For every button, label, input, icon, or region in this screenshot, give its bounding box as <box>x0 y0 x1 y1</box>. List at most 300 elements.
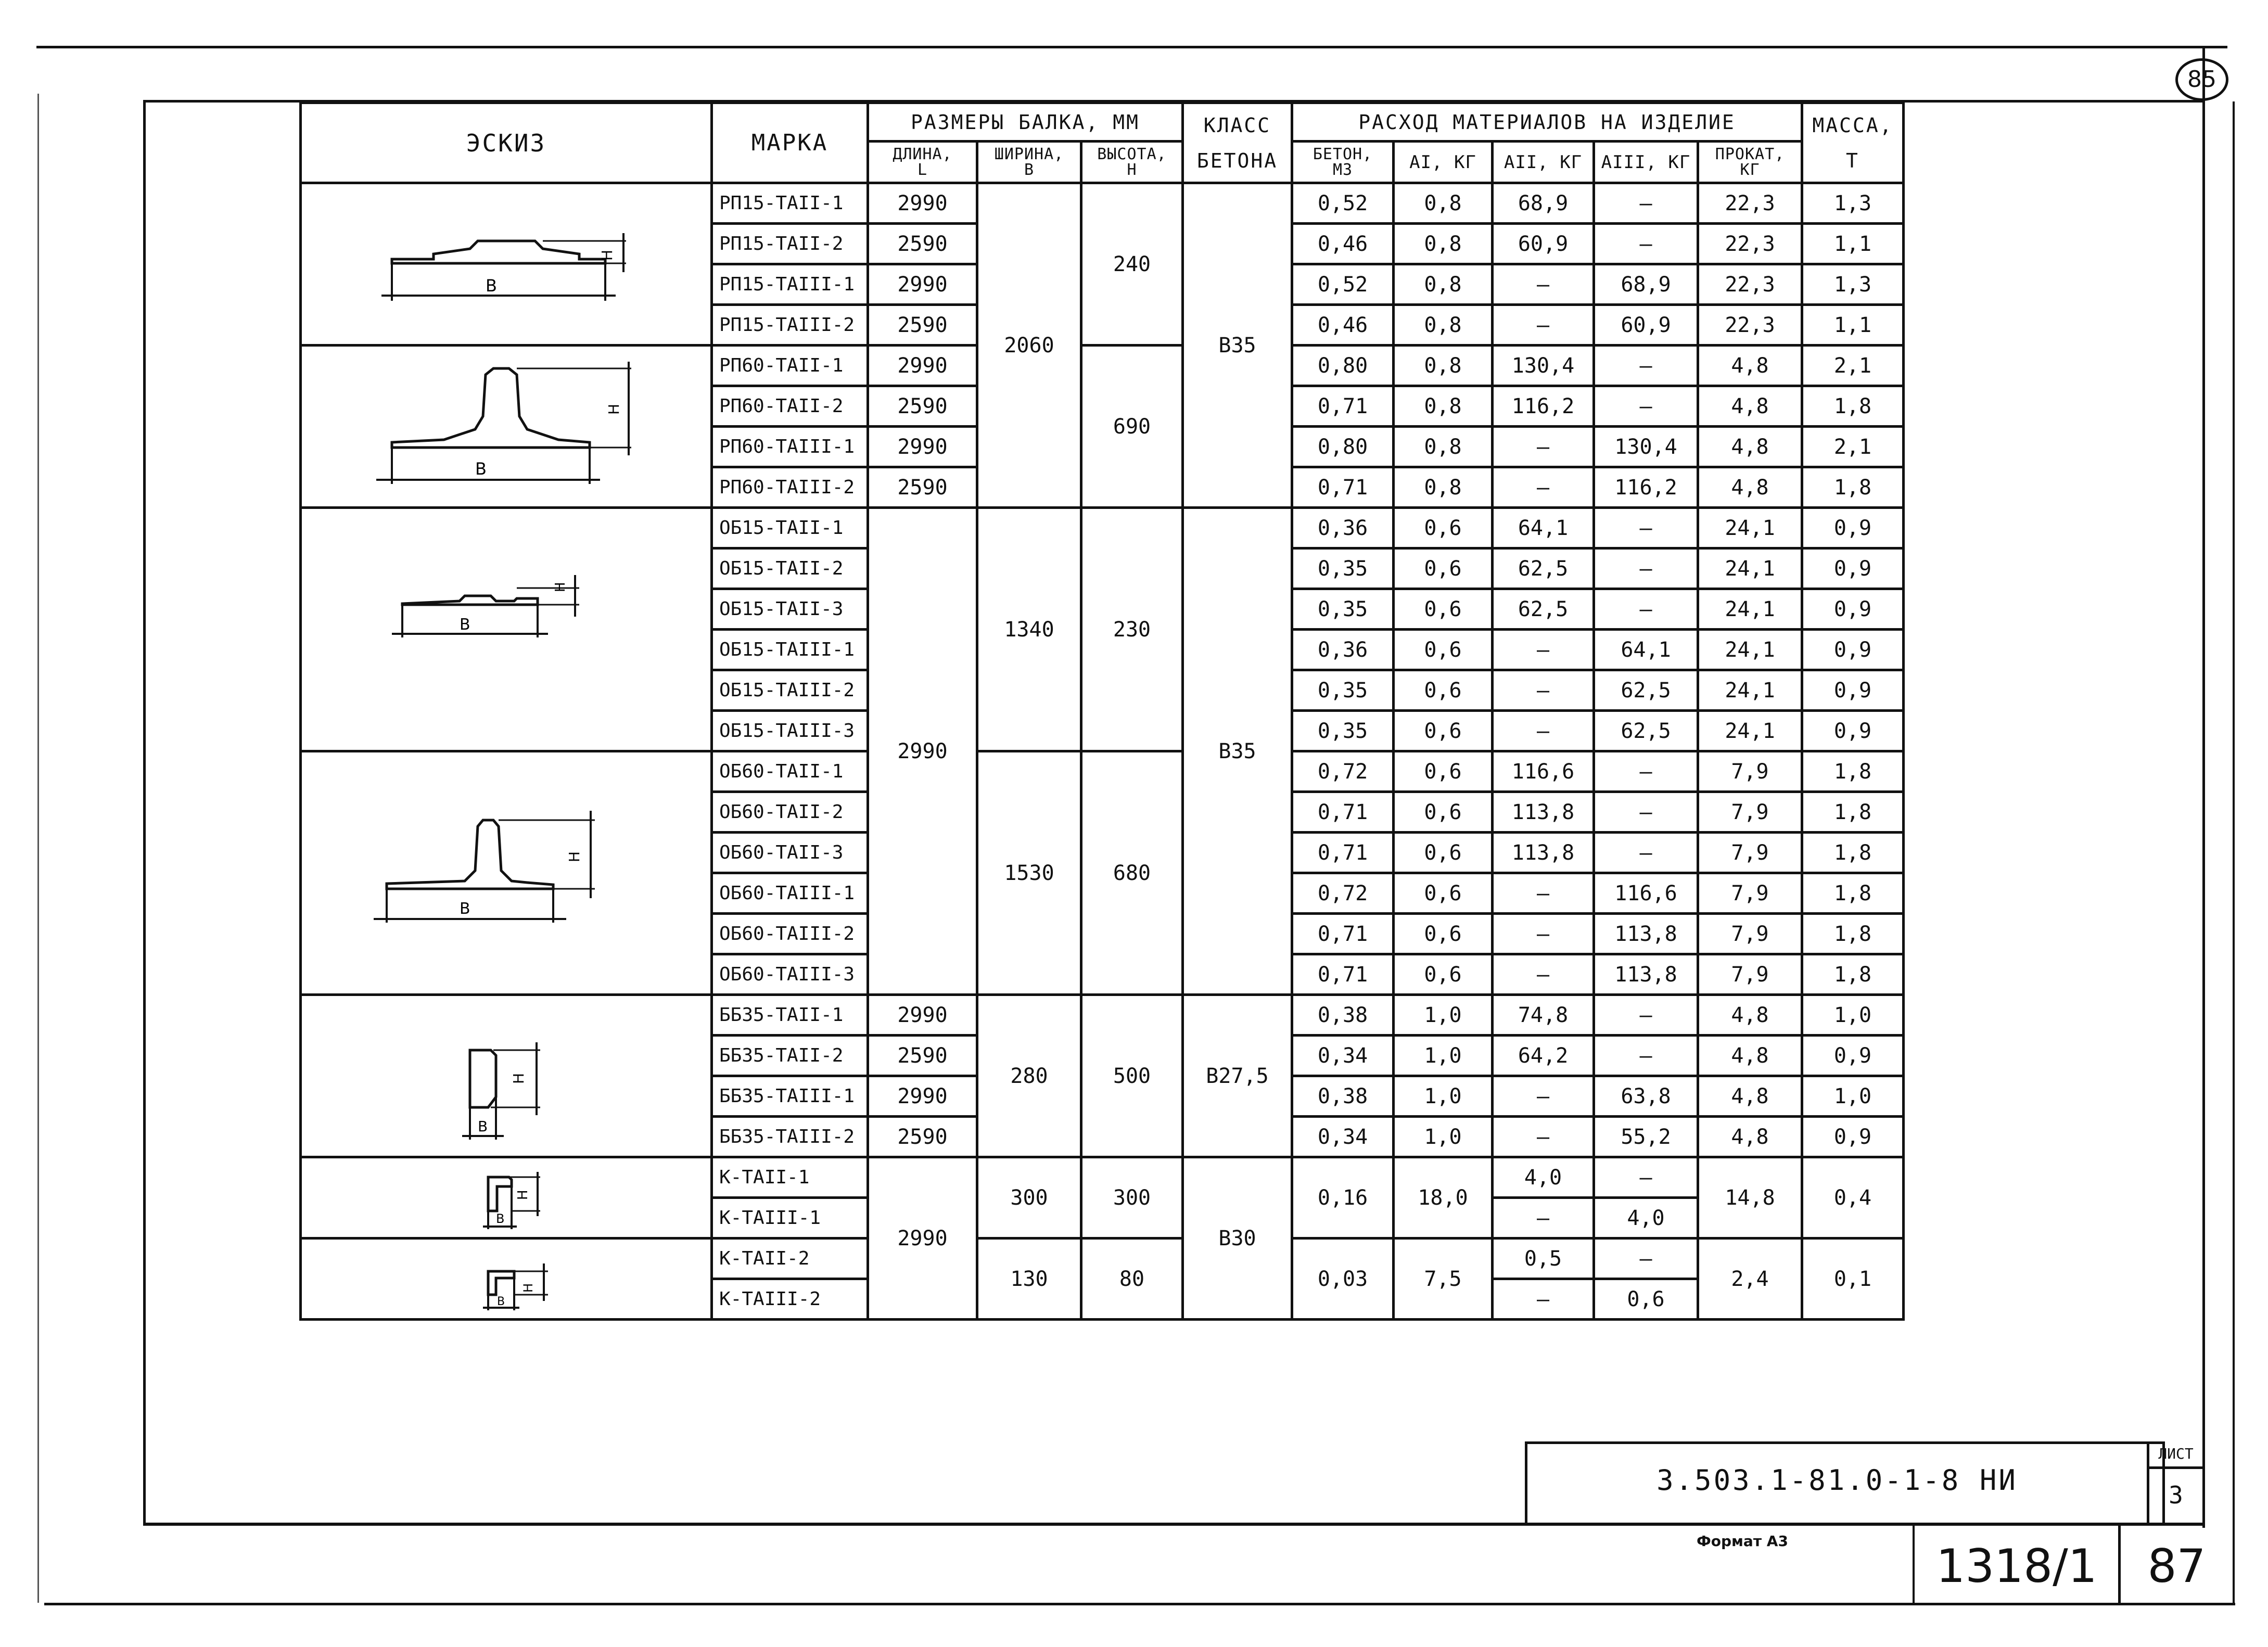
col-length-sym: L <box>917 160 928 179</box>
a2-cell: — <box>1493 1279 1594 1320</box>
k1-profile-icon <box>361 1161 652 1234</box>
a3-cell: 116,6 <box>1594 873 1698 914</box>
mass-cell: 1,8 <box>1802 467 1904 508</box>
page-number-text: 87 <box>2147 1539 2206 1593</box>
a1-cell: 0,6 <box>1394 711 1493 751</box>
a2-cell: — <box>1493 630 1594 670</box>
rolled-cell: 7,9 <box>1698 751 1802 792</box>
concrete-cell: 0,72 <box>1292 751 1394 792</box>
a2-cell: — <box>1493 670 1594 711</box>
mass-cell: 1,0 <box>1802 1076 1904 1117</box>
col-a2: АII, КГ <box>1493 142 1594 183</box>
col-rolled-unit: КГ <box>1740 160 1760 179</box>
a1-cell: 1,0 <box>1394 1036 1493 1076</box>
col-concrete-label: БЕТОН, <box>1313 145 1373 163</box>
mass-cell: 1,8 <box>1802 873 1904 914</box>
a1-cell: 0,6 <box>1394 751 1493 792</box>
a2-cell: 68,9 <box>1493 183 1594 224</box>
rolled-cell: 7,9 <box>1698 792 1802 833</box>
mark-cell: ОБ15-ТАII-1 <box>712 508 868 548</box>
sketch-h-label: Н <box>509 1073 527 1084</box>
a1-cell: 0,6 <box>1394 548 1493 589</box>
mass-cell: 2,1 <box>1802 346 1904 386</box>
a3-cell: 130,4 <box>1594 427 1698 467</box>
mass-cell: 2,1 <box>1802 427 1904 467</box>
frame-bottom-line <box>143 1523 2205 1526</box>
rolled-cell: 4,8 <box>1698 995 1802 1036</box>
mark-cell: ОБ60-ТАIII-2 <box>712 914 868 954</box>
mass-cell: 1,8 <box>1802 914 1904 954</box>
a3-cell: 116,2 <box>1594 467 1698 508</box>
page-number-circle-text: 85 <box>2187 66 2216 93</box>
length-cell: 2990 <box>868 1157 977 1320</box>
sketch-h-label: Н <box>605 403 622 415</box>
sketch-h-label: Н <box>598 249 616 261</box>
k2-profile-icon <box>361 1243 652 1316</box>
table-row <box>301 1239 1904 1279</box>
sketch-b-label: В <box>459 899 470 918</box>
a2-cell: 0,5 <box>1493 1239 1594 1279</box>
a3-cell: — <box>1594 589 1698 630</box>
sketch-b-label: В <box>485 275 497 296</box>
col-consumption-group: РАСХОД МАТЕРИАЛОВ НА ИЗДЕЛИЕ <box>1292 103 1802 142</box>
a3-cell: — <box>1594 1157 1698 1198</box>
col-mass <box>1802 103 1904 183</box>
concrete-cell: 0,71 <box>1292 914 1394 954</box>
mark-cell: ОБ60-ТАIII-1 <box>712 873 868 914</box>
sketch-rp15 <box>301 183 712 346</box>
length-cell: 2990 <box>868 264 977 305</box>
a2-cell: 60,9 <box>1493 224 1594 264</box>
sheet-label: ЛИСТ <box>2149 1441 2202 1469</box>
rolled-cell: 7,9 <box>1698 954 1802 995</box>
mark-cell: ОБ60-ТАII-3 <box>712 833 868 873</box>
concrete-cell: 0,36 <box>1292 630 1394 670</box>
width-cell: 2060 <box>977 183 1081 508</box>
a1-cell: 0,8 <box>1394 427 1493 467</box>
concrete-cell: 0,80 <box>1292 427 1394 467</box>
a1-cell: 0,6 <box>1394 914 1493 954</box>
sketch-k1 <box>301 1157 712 1239</box>
a2-cell: — <box>1493 1198 1594 1239</box>
mass-cell: 0,9 <box>1802 630 1904 670</box>
concrete-cell: 0,80 <box>1292 346 1394 386</box>
height-cell: 680 <box>1081 751 1183 995</box>
height-cell: 690 <box>1081 346 1183 508</box>
sketch-h-label: Н <box>552 581 568 592</box>
mark-cell: РП15-ТАIII-2 <box>712 305 868 346</box>
sketch-rp60 <box>301 346 712 508</box>
length-cell: 2590 <box>868 1117 977 1157</box>
a2-cell: — <box>1493 914 1594 954</box>
a2-cell: 62,5 <box>1493 589 1594 630</box>
a1-cell: 1,0 <box>1394 1076 1493 1117</box>
mass-cell: 1,8 <box>1802 751 1904 792</box>
a2-cell: — <box>1493 711 1594 751</box>
frame-outer-bottom-line <box>44 1603 2235 1605</box>
height-cell: 240 <box>1081 183 1183 346</box>
sketch-h-label: Н <box>515 1189 531 1200</box>
class-cell: В27,5 <box>1183 995 1292 1157</box>
rolled-cell: 24,1 <box>1698 508 1802 548</box>
col-width-sym: B <box>1024 160 1035 179</box>
a2-cell: — <box>1493 264 1594 305</box>
mass-cell: 0,9 <box>1802 1117 1904 1157</box>
width-cell: 1530 <box>977 751 1081 995</box>
a2-cell: — <box>1493 467 1594 508</box>
a2-cell: 4,0 <box>1493 1157 1594 1198</box>
rolled-cell: 7,9 <box>1698 873 1802 914</box>
a1-cell: 0,8 <box>1394 467 1493 508</box>
table-row <box>301 995 1904 1036</box>
col-rolled-label: ПРОКАТ, <box>1715 145 1785 163</box>
mark-cell: ОБ15-ТАIII-3 <box>712 711 868 751</box>
sketch-bb35 <box>301 995 712 1157</box>
a3-cell: 60,9 <box>1594 305 1698 346</box>
sketch-k2 <box>301 1239 712 1320</box>
sketch-b-label: В <box>496 1295 505 1308</box>
a3-cell: — <box>1594 548 1698 589</box>
mark-cell: ОБ15-ТАIII-2 <box>712 670 868 711</box>
sheet-box <box>2147 1441 2202 1523</box>
col-height-sym: H <box>1127 160 1137 179</box>
concrete-cell: 0,35 <box>1292 548 1394 589</box>
rolled-cell: 7,9 <box>1698 914 1802 954</box>
table-row <box>301 1157 1904 1198</box>
class-cell: В35 <box>1183 508 1292 995</box>
concrete-cell: 0,46 <box>1292 224 1394 264</box>
a1-cell: 0,8 <box>1394 346 1493 386</box>
mass-cell: 1,8 <box>1802 954 1904 995</box>
height-cell: 300 <box>1081 1157 1183 1239</box>
a1-cell: 0,8 <box>1394 224 1493 264</box>
col-mark: МАРКА <box>712 103 868 183</box>
rolled-cell: 24,1 <box>1698 670 1802 711</box>
rp15-profile-icon <box>361 197 652 332</box>
mark-cell: РП60-ТАII-2 <box>712 386 868 427</box>
concrete-cell: 0,35 <box>1292 589 1394 630</box>
sheet-number: 3 <box>2169 1481 2183 1509</box>
mass-cell: 1,3 <box>1802 183 1904 224</box>
rolled-cell: 4,8 <box>1698 346 1802 386</box>
length-cell: 2990 <box>868 183 977 224</box>
class-cell: В30 <box>1183 1157 1292 1320</box>
width-cell: 280 <box>977 995 1081 1157</box>
document-code-text: 3.503.1-81.0-1-8 НИ <box>1657 1464 2018 1497</box>
concrete-cell: 0,71 <box>1292 833 1394 873</box>
a1-cell: 0,6 <box>1394 873 1493 914</box>
ob15-profile-icon <box>361 526 652 734</box>
table-row <box>301 751 1904 792</box>
rolled-cell: 24,1 <box>1698 711 1802 751</box>
length-cell: 2990 <box>868 508 977 995</box>
a2-cell: — <box>1493 427 1594 467</box>
document-code <box>1527 1457 2147 1504</box>
frame-left-margin-line <box>37 94 39 1603</box>
length-cell: 2590 <box>868 224 977 264</box>
a2-cell: 130,4 <box>1493 346 1594 386</box>
col-concrete <box>1292 142 1394 183</box>
a3-cell: — <box>1594 386 1698 427</box>
ob60-profile-icon <box>361 764 652 982</box>
mark-cell: РП60-ТАII-1 <box>712 346 868 386</box>
a3-cell: — <box>1594 508 1698 548</box>
a2-cell: — <box>1493 1117 1594 1157</box>
page-number <box>2121 1535 2233 1598</box>
a1-cell: 0,6 <box>1394 670 1493 711</box>
col-a3: АIII, КГ <box>1594 142 1698 183</box>
table-row <box>301 508 1904 548</box>
rolled-cell: 4,8 <box>1698 427 1802 467</box>
a1-cell: 0,6 <box>1394 630 1493 670</box>
rolled-cell: 22,3 <box>1698 224 1802 264</box>
rolled-cell: 24,1 <box>1698 630 1802 670</box>
sketch-b-label: В <box>495 1211 504 1226</box>
mark-cell: РП15-ТАIII-1 <box>712 264 868 305</box>
a3-cell: 64,1 <box>1594 630 1698 670</box>
col-mass-line2: Т <box>1846 149 1859 172</box>
a1-cell: 0,8 <box>1394 183 1493 224</box>
col-concrete-unit: М3 <box>1332 160 1353 179</box>
concrete-cell: 0,34 <box>1292 1117 1394 1157</box>
height-cell: 500 <box>1081 995 1183 1157</box>
a3-cell: 55,2 <box>1594 1117 1698 1157</box>
a3-cell: 113,8 <box>1594 954 1698 995</box>
width-cell: 300 <box>977 1157 1081 1239</box>
a3-cell: 62,5 <box>1594 670 1698 711</box>
a3-cell: — <box>1594 1239 1698 1279</box>
length-cell: 2590 <box>868 305 977 346</box>
length-cell: 2590 <box>868 386 977 427</box>
concrete-cell: 0,52 <box>1292 264 1394 305</box>
a2-cell: — <box>1493 1076 1594 1117</box>
inventory-number <box>1915 1535 2118 1598</box>
rp60-profile-icon <box>361 354 652 500</box>
col-rolled <box>1698 142 1802 183</box>
a1-cell: 0,8 <box>1394 305 1493 346</box>
col-width-label: ШИРИНА, <box>994 145 1064 163</box>
a3-cell: — <box>1594 751 1698 792</box>
mass-cell: 0,9 <box>1802 508 1904 548</box>
archive-box-divider-1 <box>1913 1525 1915 1605</box>
mark-cell: РП60-ТАIII-2 <box>712 467 868 508</box>
rolled-cell: 7,9 <box>1698 833 1802 873</box>
a1-cell: 18,0 <box>1394 1157 1493 1239</box>
concrete-cell: 0,38 <box>1292 1076 1394 1117</box>
col-a1: АI, КГ <box>1394 142 1493 183</box>
a1-cell: 7,5 <box>1394 1239 1493 1320</box>
a3-cell: — <box>1594 224 1698 264</box>
concrete-cell: 0,71 <box>1292 386 1394 427</box>
mark-cell: РП15-ТАII-1 <box>712 183 868 224</box>
sketch-b-label: В <box>475 458 487 479</box>
mark-cell: ОБ15-ТАII-3 <box>712 589 868 630</box>
length-cell: 2590 <box>868 1036 977 1076</box>
a1-cell: 0,8 <box>1394 264 1493 305</box>
table-row <box>301 183 1904 224</box>
height-cell: 230 <box>1081 508 1183 751</box>
inventory-number-text: 1318/1 <box>1936 1539 2097 1593</box>
mark-cell: ОБ60-ТАII-2 <box>712 792 868 833</box>
mass-cell: 1,8 <box>1802 833 1904 873</box>
mass-cell: 1,1 <box>1802 224 1904 264</box>
mass-cell: 0,9 <box>1802 670 1904 711</box>
concrete-cell: 0,36 <box>1292 508 1394 548</box>
mark-cell: ББ35-ТАIII-2 <box>712 1117 868 1157</box>
width-cell: 130 <box>977 1239 1081 1320</box>
rolled-cell: 4,8 <box>1698 1117 1802 1157</box>
col-length-label: ДЛИНА, <box>893 145 952 163</box>
sketch-b-label: В <box>477 1117 488 1135</box>
mass-cell: 0,9 <box>1802 589 1904 630</box>
a1-cell: 1,0 <box>1394 1117 1493 1157</box>
concrete-cell: 0,35 <box>1292 711 1394 751</box>
a2-cell: 64,1 <box>1493 508 1594 548</box>
a3-cell: 63,8 <box>1594 1076 1698 1117</box>
mass-cell: 1,8 <box>1802 386 1904 427</box>
a3-cell: — <box>1594 183 1698 224</box>
rolled-cell: 22,3 <box>1698 305 1802 346</box>
a2-cell: 113,8 <box>1493 792 1594 833</box>
frame-top-line <box>36 46 2227 48</box>
col-class-line1: КЛАСС <box>1203 113 1271 137</box>
a3-cell: — <box>1594 995 1698 1036</box>
mass-cell: 1,3 <box>1802 264 1904 305</box>
sketch-h-label: Н <box>520 1283 536 1293</box>
a1-cell: 0,6 <box>1394 833 1493 873</box>
mark-cell: ОБ15-ТАII-2 <box>712 548 868 589</box>
rolled-cell: 4,8 <box>1698 386 1802 427</box>
height-cell: 80 <box>1081 1239 1183 1320</box>
sketch-ob15 <box>301 508 712 751</box>
a2-cell: 116,6 <box>1493 751 1594 792</box>
rolled-cell: 2,4 <box>1698 1239 1802 1320</box>
concrete-cell: 0,71 <box>1292 467 1394 508</box>
a3-cell: 62,5 <box>1594 711 1698 751</box>
table-row <box>301 346 1904 386</box>
sketch-b-label: В <box>459 615 470 634</box>
sketch-h-label: Н <box>565 851 583 862</box>
mass-cell: 1,1 <box>1802 305 1904 346</box>
bb35-profile-icon <box>361 1003 652 1149</box>
a3-cell: — <box>1594 1036 1698 1076</box>
col-dims-group: РАЗМЕРЫ БАЛКА, ММ <box>868 103 1183 142</box>
mark-cell: К-ТАII-2 <box>712 1239 868 1279</box>
mark-cell: ББ35-ТАII-2 <box>712 1036 868 1076</box>
mass-cell: 1,0 <box>1802 995 1904 1036</box>
concrete-cell: 0,71 <box>1292 954 1394 995</box>
a2-cell: 116,2 <box>1493 386 1594 427</box>
a2-cell: 74,8 <box>1493 995 1594 1036</box>
a1-cell: 1,0 <box>1394 995 1493 1036</box>
a3-cell: — <box>1594 833 1698 873</box>
a3-cell: 113,8 <box>1594 914 1698 954</box>
mass-cell: 0,1 <box>1802 1239 1904 1320</box>
a2-cell: 113,8 <box>1493 833 1594 873</box>
concrete-cell: 0,71 <box>1292 792 1394 833</box>
mass-cell: 1,8 <box>1802 792 1904 833</box>
a3-cell: — <box>1594 346 1698 386</box>
length-cell: 2990 <box>868 1076 977 1117</box>
mark-cell: ОБ60-ТАII-1 <box>712 751 868 792</box>
a3-cell: 0,6 <box>1594 1279 1698 1320</box>
length-cell: 2990 <box>868 995 977 1036</box>
a3-cell: 4,0 <box>1594 1198 1698 1239</box>
col-class <box>1183 103 1292 183</box>
rolled-cell: 4,8 <box>1698 1076 1802 1117</box>
frame-right-line <box>2202 46 2205 1528</box>
a2-cell: — <box>1493 873 1594 914</box>
sketch-ob60 <box>301 751 712 995</box>
rolled-cell: 14,8 <box>1698 1157 1802 1239</box>
concrete-cell: 0,34 <box>1292 1036 1394 1076</box>
mark-cell: К-ТАIII-1 <box>712 1198 868 1239</box>
a1-cell: 0,8 <box>1394 386 1493 427</box>
col-height-label: ВЫСОТА, <box>1097 145 1167 163</box>
beam-spec-table <box>299 101 1905 1321</box>
width-cell: 1340 <box>977 508 1081 751</box>
col-length <box>868 142 977 183</box>
a2-cell: 64,2 <box>1493 1036 1594 1076</box>
mark-cell: РП15-ТАII-2 <box>712 224 868 264</box>
concrete-cell: 0,52 <box>1292 183 1394 224</box>
a2-cell: — <box>1493 954 1594 995</box>
mark-cell: ОБ60-ТАIII-3 <box>712 954 868 995</box>
format-label: Формат А3 <box>1697 1533 1788 1550</box>
rolled-cell: 4,8 <box>1698 1036 1802 1076</box>
a1-cell: 0,6 <box>1394 792 1493 833</box>
mark-cell: К-ТАII-1 <box>712 1157 868 1198</box>
mark-cell: ББ35-ТАII-1 <box>712 995 868 1036</box>
length-cell: 2590 <box>868 467 977 508</box>
col-mass-line1: МАССА, <box>1812 113 1893 137</box>
concrete-cell: 0,46 <box>1292 305 1394 346</box>
col-sketch: ЭСКИЗ <box>301 103 712 183</box>
rolled-cell: 24,1 <box>1698 589 1802 630</box>
length-cell: 2990 <box>868 427 977 467</box>
concrete-cell: 0,72 <box>1292 873 1394 914</box>
length-cell: 2990 <box>868 346 977 386</box>
col-height <box>1081 142 1183 183</box>
concrete-cell: 0,38 <box>1292 995 1394 1036</box>
rolled-cell: 22,3 <box>1698 264 1802 305</box>
mark-cell: К-ТАIII-2 <box>712 1279 868 1320</box>
a1-cell: 0,6 <box>1394 589 1493 630</box>
frame-left-line <box>143 100 146 1526</box>
rolled-cell: 22,3 <box>1698 183 1802 224</box>
mass-cell: 0,4 <box>1802 1157 1904 1239</box>
a2-cell: 62,5 <box>1493 548 1594 589</box>
mass-cell: 0,9 <box>1802 711 1904 751</box>
mark-cell: ББ35-ТАIII-1 <box>712 1076 868 1117</box>
mass-cell: 0,9 <box>1802 1036 1904 1076</box>
concrete-cell: 0,16 <box>1292 1157 1394 1239</box>
a3-cell: 68,9 <box>1594 264 1698 305</box>
rolled-cell: 24,1 <box>1698 548 1802 589</box>
rolled-cell: 4,8 <box>1698 467 1802 508</box>
col-class-line2: БЕТОНА <box>1196 149 1278 172</box>
a1-cell: 0,6 <box>1394 508 1493 548</box>
mark-cell: ОБ15-ТАIII-1 <box>712 630 868 670</box>
mass-cell: 0,9 <box>1802 548 1904 589</box>
mark-cell: РП60-ТАIII-1 <box>712 427 868 467</box>
class-cell: В35 <box>1183 183 1292 508</box>
a3-cell: — <box>1594 792 1698 833</box>
frame-outer-right-line <box>2233 101 2235 1605</box>
a2-cell: — <box>1493 305 1594 346</box>
col-width <box>977 142 1081 183</box>
page-number-circle <box>2175 58 2228 101</box>
